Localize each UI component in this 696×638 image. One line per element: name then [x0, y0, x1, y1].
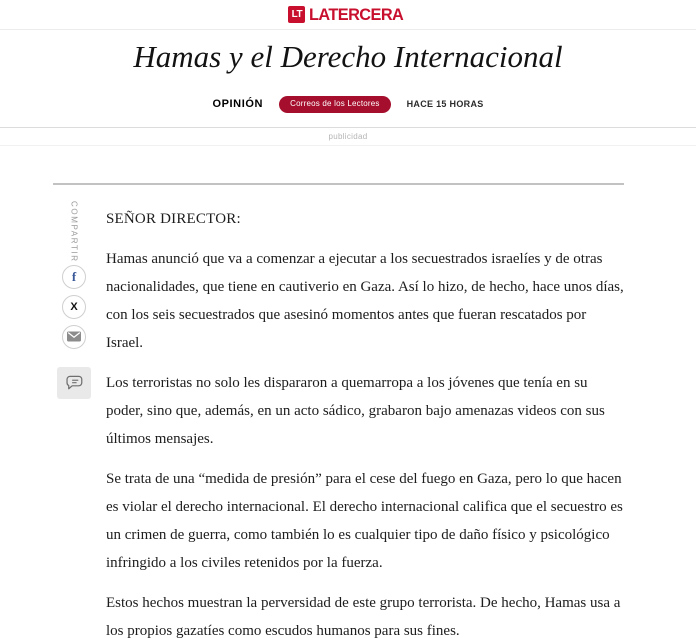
site-logo[interactable] — [288, 5, 407, 25]
email-icon — [67, 331, 81, 342]
x-share-button[interactable] — [62, 295, 86, 319]
salutation: SEÑOR DIRECTOR: — [106, 210, 241, 227]
category-badge[interactable]: Correos de los Lectores — [279, 96, 391, 113]
share-label: COMPARTIR — [69, 200, 79, 263]
article-headline: Hamas y el Derecho Internacional — [133, 39, 563, 74]
article-meta — [0, 96, 696, 127]
article-body — [95, 185, 624, 638]
site-logo-text: LATERCERA — [309, 4, 404, 24]
share-rail — [53, 185, 95, 638]
site-header — [0, 0, 696, 30]
ad-bar — [0, 127, 696, 146]
lt-logo-icon: LT — [288, 6, 305, 23]
comments-icon — [65, 374, 84, 391]
timestamp: HACE 15 HORAS — [406, 99, 484, 110]
facebook-share-button[interactable] — [62, 265, 86, 289]
comments-button[interactable] — [57, 367, 91, 399]
x-icon: X — [70, 300, 78, 313]
article-paragraph: Estos hechos muestran la perversidad de este grupo terrorista. De hecho, Hamas usa a los propios gazatíes como escudos humanos para sus fines. — [106, 594, 621, 638]
section-label[interactable]: OPINIÓN — [212, 98, 264, 111]
article-header — [0, 30, 696, 127]
article-paragraph: Los terroristas no solo les dispararon a quemarropa a los jóvenes que tenía en su poder, sino que, además, en un acto sádico, grabaron bajo amenazas videos con sus últimos mensajes. — [106, 374, 605, 447]
article-paragraph: Se trata de una “medida de presión” para el cese del fuego en Gaza, pero lo que hacen es violar el derecho internacional. El derecho internacional califica que el secuestro es un crimen de guerra, como también lo es cualquier tipo de daño físico y psicológico infringido a los civiles retenidos por la fuerza. — [106, 470, 623, 571]
ad-label: publicidad — [328, 131, 368, 141]
email-share-button[interactable] — [62, 325, 86, 349]
article-paragraph: Hamas anunció que va a comenzar a ejecutar a los secuestrados israelíes y de otras nacionalidades, que tiene en cautiverio en Gaza. Así lo hizo, de hecho, hace unos días, con los seis secuestrados que asesinó momentos antes que fueran rescatados por Israel. — [106, 250, 624, 351]
article — [53, 183, 624, 638]
facebook-icon: f — [71, 268, 77, 284]
